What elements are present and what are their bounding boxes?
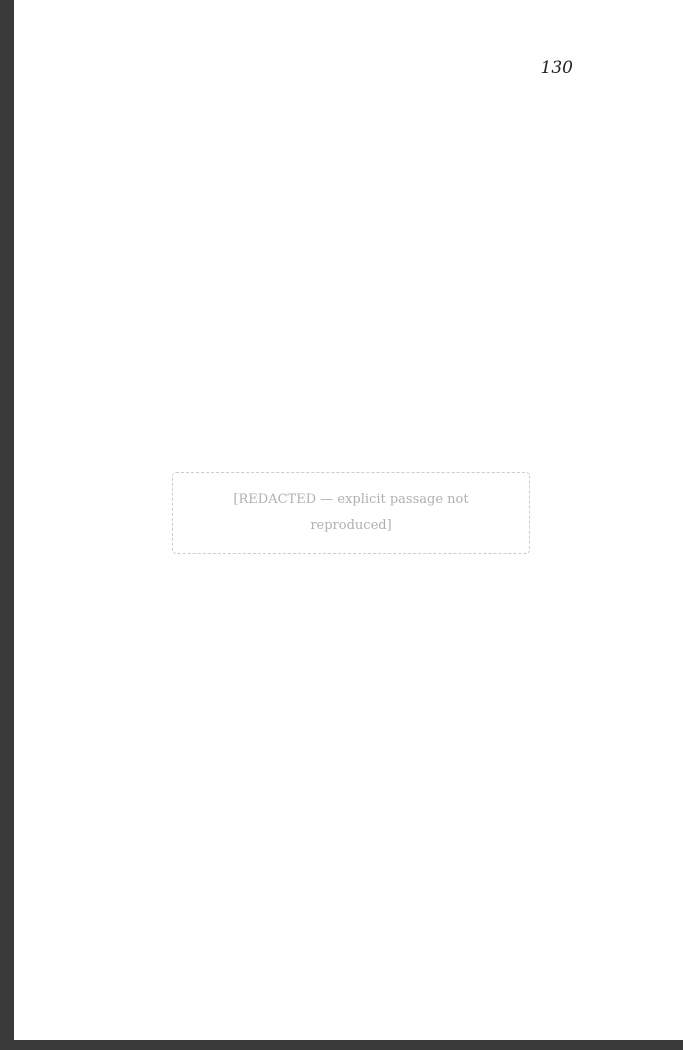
page-number: 130 (540, 58, 573, 78)
book-page (14, 0, 683, 1040)
vertical-text-block (104, 105, 598, 920)
redaction-notice: [REDACTED — explicit passage not reproduced] (172, 472, 530, 554)
